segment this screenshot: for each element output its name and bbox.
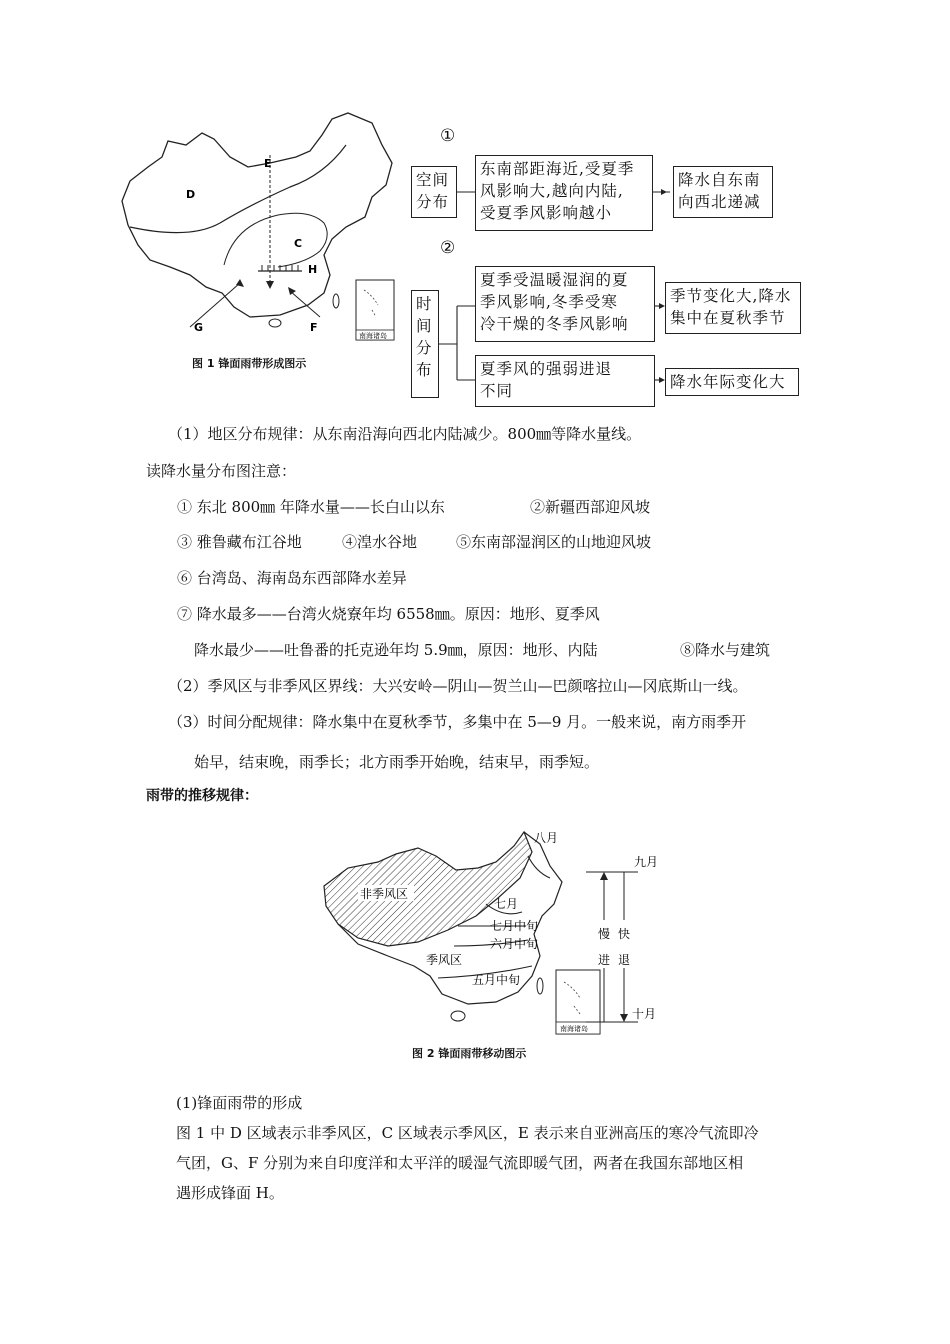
label-fast: 快	[618, 927, 631, 941]
para-regional-rule: （1）地区分布规律：从东南沿海向西北内陆减少。800㎜等降水量线。	[168, 425, 642, 443]
label-retreat: 退	[618, 953, 631, 967]
label-e: E	[264, 157, 272, 170]
marker-1: ①	[440, 126, 456, 146]
inset-label-2: 南海诸岛	[560, 1025, 588, 1033]
label-c: C	[294, 237, 303, 250]
label-mid-may: 五月中旬	[472, 973, 521, 987]
label-d: D	[186, 188, 196, 201]
figure1-map	[110, 105, 410, 375]
para-front-title: (1)锋面雨带的形成	[176, 1094, 303, 1112]
note-3: ③ 雅鲁藏布江谷地	[177, 533, 302, 551]
label-advance: 进	[598, 953, 611, 967]
note-5: ⑤东南部湿润区的山地迎风坡	[456, 533, 652, 551]
label-slow: 慢	[598, 927, 611, 941]
label-sep: 九月	[634, 855, 659, 869]
label-monsoon: 季风区	[426, 953, 463, 967]
taiwan-island-2	[537, 978, 543, 994]
inset-label: 南海诸岛	[359, 332, 387, 340]
label-mid-jul: 七月中旬	[490, 919, 539, 933]
arrow-f	[290, 291, 320, 317]
flow-connectors	[400, 150, 820, 410]
label-aug: 八月	[534, 831, 559, 845]
label-jul: 七月	[494, 897, 519, 911]
hainan-island-2	[451, 1011, 465, 1021]
note-4: ④湟水谷地	[342, 533, 418, 551]
label-oct: 十月	[632, 1007, 657, 1021]
temporal-cause1: 夏季受温暖湿润的夏 季风影响,冬季受寒 冷干燥的冬季风影响	[480, 271, 629, 333]
label-mid-jun: 六月中旬	[490, 937, 539, 951]
spatial-label: 空间 分布	[416, 171, 450, 211]
note-7b: 降水最少——吐鲁番的托克逊年均 5.9㎜，原因：地形、内陆	[194, 641, 598, 659]
figure2-map	[318, 826, 663, 1041]
para-time-rule: （3）时间分配规律：降水集中在夏秋季节，多集中在 5—9 月。一般来说，南方雨季开	[168, 713, 747, 731]
para-front-3: 遇形成锋面 H。	[176, 1184, 284, 1202]
label-f: F	[310, 321, 318, 334]
temporal-label: 时 间 分 布	[416, 295, 433, 379]
figure1-caption: 图 1 锋面雨带形成图示	[192, 357, 307, 370]
para-time-rule-cont: 始早，结束晚，雨季长；北方雨季开始晚，结束早，雨季短。	[194, 753, 600, 771]
para-boundary: （2）季风区与非季风区界线：大兴安岭—阴山—贺兰山—巴颜喀拉山—冈底斯山一线。	[168, 677, 748, 695]
label-h: H	[308, 263, 318, 276]
note-8: ⑧降水与建筑	[680, 641, 771, 659]
temporal-result1: 季节变化大,降水 集中在夏秋季节	[670, 287, 792, 327]
spatial-cause: 东南部距海近,受夏季 风影响大,越向内陆, 受夏季风影响越小	[480, 160, 635, 222]
para-front-1: 图 1 中 D 区域表示非季风区，C 区域表示季风区，E 表示来自亚洲高压的寒冷气流即冷	[176, 1124, 759, 1142]
hainan-island	[269, 319, 281, 327]
arrow-f-head	[288, 287, 296, 295]
spatial-result: 降水自东南 向西北递减	[678, 171, 761, 211]
note-2: ②新疆西部迎风坡	[530, 498, 651, 516]
para-reading-note: 读降水量分布图注意：	[146, 462, 297, 480]
china-outline	[122, 113, 392, 317]
figure2-caption: 图 2 锋面雨带移动图示	[412, 1047, 527, 1060]
note-6: ⑥ 台湾岛、海南岛东西部降水差异	[177, 569, 407, 587]
note-1: ① 东北 800㎜ 年降水量——长白山以东	[177, 498, 445, 516]
monsoon-boundary	[130, 145, 346, 233]
label-non-monsoon: 非季风区	[360, 887, 409, 901]
heading-rainbelt: 雨带的推移规律：	[146, 788, 258, 804]
temporal-cause2: 夏季风的强弱进退 不同	[480, 360, 613, 400]
arrow-e-head	[266, 281, 274, 289]
note-7: ⑦ 降水最多——台湾火烧寮年均 6558㎜。原因：地形、夏季风	[177, 605, 600, 623]
basin-outline	[224, 213, 327, 267]
temporal-result2: 降水年际变化大	[670, 373, 786, 391]
label-g: G	[194, 321, 204, 334]
marker-2: ②	[440, 238, 456, 258]
taiwan-island	[333, 294, 339, 308]
para-front-2: 气团，G、F 分别为来自印度洋和太平洋的暖湿气流即暖气团，两者在我国东部地区相	[176, 1154, 744, 1172]
